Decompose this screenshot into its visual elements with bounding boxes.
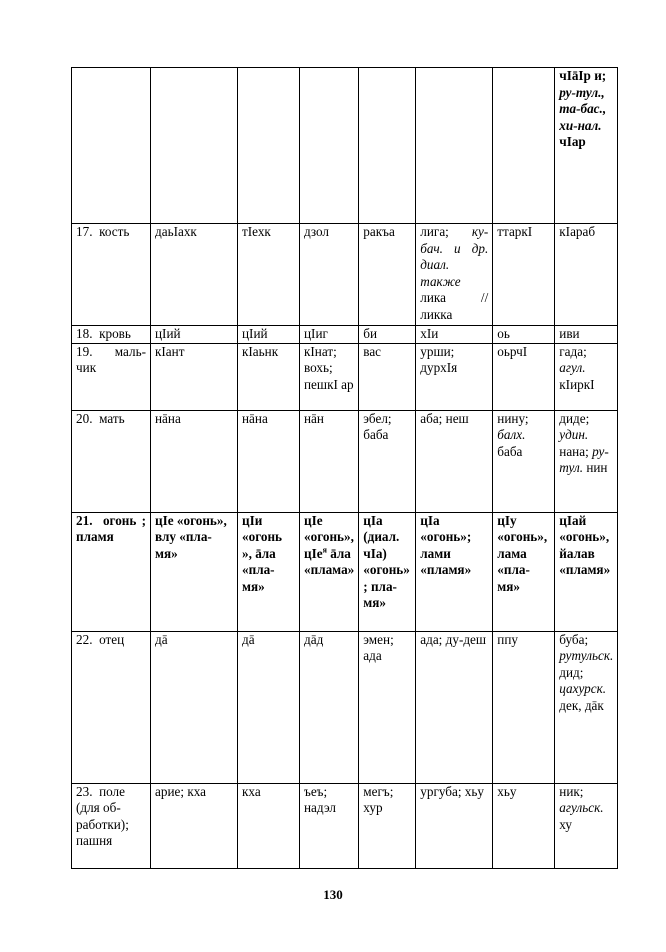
table-cell xyxy=(359,68,416,224)
table-cell: ада; ду-деш xyxy=(416,631,493,783)
table-row xyxy=(72,512,618,631)
term-cell xyxy=(72,512,151,631)
row-number: 23. xyxy=(76,783,93,799)
table-cell: дaьIахк xyxy=(151,224,238,326)
table-cell: нāна xyxy=(238,410,300,512)
table-cell xyxy=(493,410,555,512)
cell-text: баба xyxy=(497,443,523,459)
table-cell: урши; дурхIя xyxy=(416,343,493,410)
cell-note: агульск. xyxy=(559,800,604,815)
table-cell: оь xyxy=(493,326,555,344)
table-cell xyxy=(493,68,555,224)
page-number: 130 xyxy=(323,887,343,902)
term-cell xyxy=(72,224,151,326)
table-cell: дā xyxy=(238,631,300,783)
term-word: кровь xyxy=(99,326,131,341)
cell-note: балх. xyxy=(497,427,526,442)
table-cell: аба; неш xyxy=(416,410,493,512)
table-cell xyxy=(151,68,238,224)
cell-text: гада; xyxy=(559,343,587,359)
table-cell: цIи «огонь », āла «пла-мя» xyxy=(238,512,300,631)
table-cell: ъеъ; надэл xyxy=(300,783,359,868)
table-cell: мегъ; хур xyxy=(359,783,416,868)
table-cell: ттаркI xyxy=(493,224,555,326)
row-number: 22. xyxy=(76,631,93,647)
table-row xyxy=(72,224,618,326)
cell-note: ру-тул. xyxy=(559,443,609,475)
table-cell: кIаьнк xyxy=(238,343,300,410)
table-cell: иви xyxy=(555,326,618,344)
table-cell: ракъа xyxy=(359,224,416,326)
cell-text: лига; xyxy=(420,224,449,239)
cell-text: нин xyxy=(586,460,608,475)
cell-text: кIиркI xyxy=(559,376,595,392)
cell-text: дек, дāк xyxy=(559,697,604,713)
table-cell: цIай «огонь», йалав «пламя» xyxy=(555,512,618,631)
term-cell xyxy=(72,326,151,344)
table-row xyxy=(72,326,618,344)
term-cell xyxy=(72,343,151,410)
table-row xyxy=(72,68,618,224)
superscript: я xyxy=(322,545,327,555)
term-word: отец xyxy=(99,631,125,647)
table-cell: цIу «огонь», лама «пла-мя» xyxy=(493,512,555,631)
cell-note: рутульск. xyxy=(559,648,614,663)
term-word: огонь ; пламя xyxy=(76,512,146,544)
table-cell xyxy=(555,343,618,410)
table-cell: хIи xyxy=(416,326,493,344)
table-cell xyxy=(416,224,493,326)
term-cell xyxy=(72,410,151,512)
table-cell xyxy=(72,68,151,224)
term-cell xyxy=(72,783,151,868)
table-cell: би xyxy=(359,326,416,344)
cell-text: цIе «огонь», цIе xyxy=(304,512,354,561)
table-cell xyxy=(555,410,618,512)
cell-text: чIар xyxy=(559,134,586,149)
row-number: 21. xyxy=(76,512,93,528)
cell-text: ник; xyxy=(559,783,584,799)
table-cell: кIнат; вохь; пешкI ар xyxy=(300,343,359,410)
table-cell xyxy=(300,512,359,631)
table-cell: вас xyxy=(359,343,416,410)
table-cell: тIехк xyxy=(238,224,300,326)
cell-text: дид; xyxy=(559,664,584,680)
table-cell: цIа «огонь»; лами «пламя» xyxy=(416,512,493,631)
table-cell xyxy=(300,68,359,224)
table-cell: дā xyxy=(151,631,238,783)
table-cell xyxy=(238,68,300,224)
cell-note: удин. xyxy=(559,427,589,442)
table-cell xyxy=(555,68,618,224)
cell-text: нана; xyxy=(559,443,589,459)
table-cell: кIант xyxy=(151,343,238,410)
table-cell xyxy=(555,783,618,868)
cell-text: лика // ликка xyxy=(420,290,489,322)
table-cell: дзол xyxy=(300,224,359,326)
table-cell: нāна xyxy=(151,410,238,512)
table-cell: цIий xyxy=(151,326,238,344)
term-word: мать xyxy=(99,410,125,426)
cell-note: агул. xyxy=(559,360,586,375)
cell-text: диде; xyxy=(559,410,590,426)
row-number: 19. xyxy=(76,343,93,359)
table-cell: кIараб xyxy=(555,224,618,326)
table-cell: цIиг xyxy=(300,326,359,344)
table-cell xyxy=(416,68,493,224)
term-cell xyxy=(72,631,151,783)
table-cell: ппу xyxy=(493,631,555,783)
table-cell: арие; кха xyxy=(151,783,238,868)
cell-note: ку-бач. и др. диал. также xyxy=(420,224,489,289)
table-row xyxy=(72,631,618,783)
table-row xyxy=(72,410,618,512)
cell-note: цахурск. xyxy=(559,681,607,696)
cell-text: нину; xyxy=(497,410,529,426)
table-cell: эмен; ада xyxy=(359,631,416,783)
row-number: 20. xyxy=(76,410,93,426)
table-cell: ургуба; хьу xyxy=(416,783,493,868)
cell-note: ру-тул., та-бас., хи-нал. xyxy=(559,84,607,133)
cell-text: āла «плама» xyxy=(304,545,355,577)
table-cell: цIе «огонь», влу «пла-мя» xyxy=(151,512,238,631)
term-word: поле (для об-работки); пашня xyxy=(76,783,129,848)
table-cell: цIа (диал. чIа) «огонь» ; пла-мя» xyxy=(359,512,416,631)
table-cell: хьу xyxy=(493,783,555,868)
table-row xyxy=(72,783,618,868)
row-number: 17. xyxy=(76,224,93,239)
table-cell: нāн xyxy=(300,410,359,512)
cell-text: чIāIр и; xyxy=(559,68,607,83)
table-row xyxy=(72,343,618,410)
table-cell: цIий xyxy=(238,326,300,344)
table-cell: оьрчI xyxy=(493,343,555,410)
table-cell: эбел; баба xyxy=(359,410,416,512)
table-cell xyxy=(555,631,618,783)
vocabulary-table xyxy=(71,67,618,869)
term-word: маль-чик xyxy=(76,343,146,375)
table-cell: кха xyxy=(238,783,300,868)
row-number: 18. xyxy=(76,326,93,341)
cell-text: буба; xyxy=(559,631,589,647)
cell-text: ху xyxy=(559,816,572,832)
term-word: кость xyxy=(99,224,130,239)
table-cell: дāд xyxy=(300,631,359,783)
